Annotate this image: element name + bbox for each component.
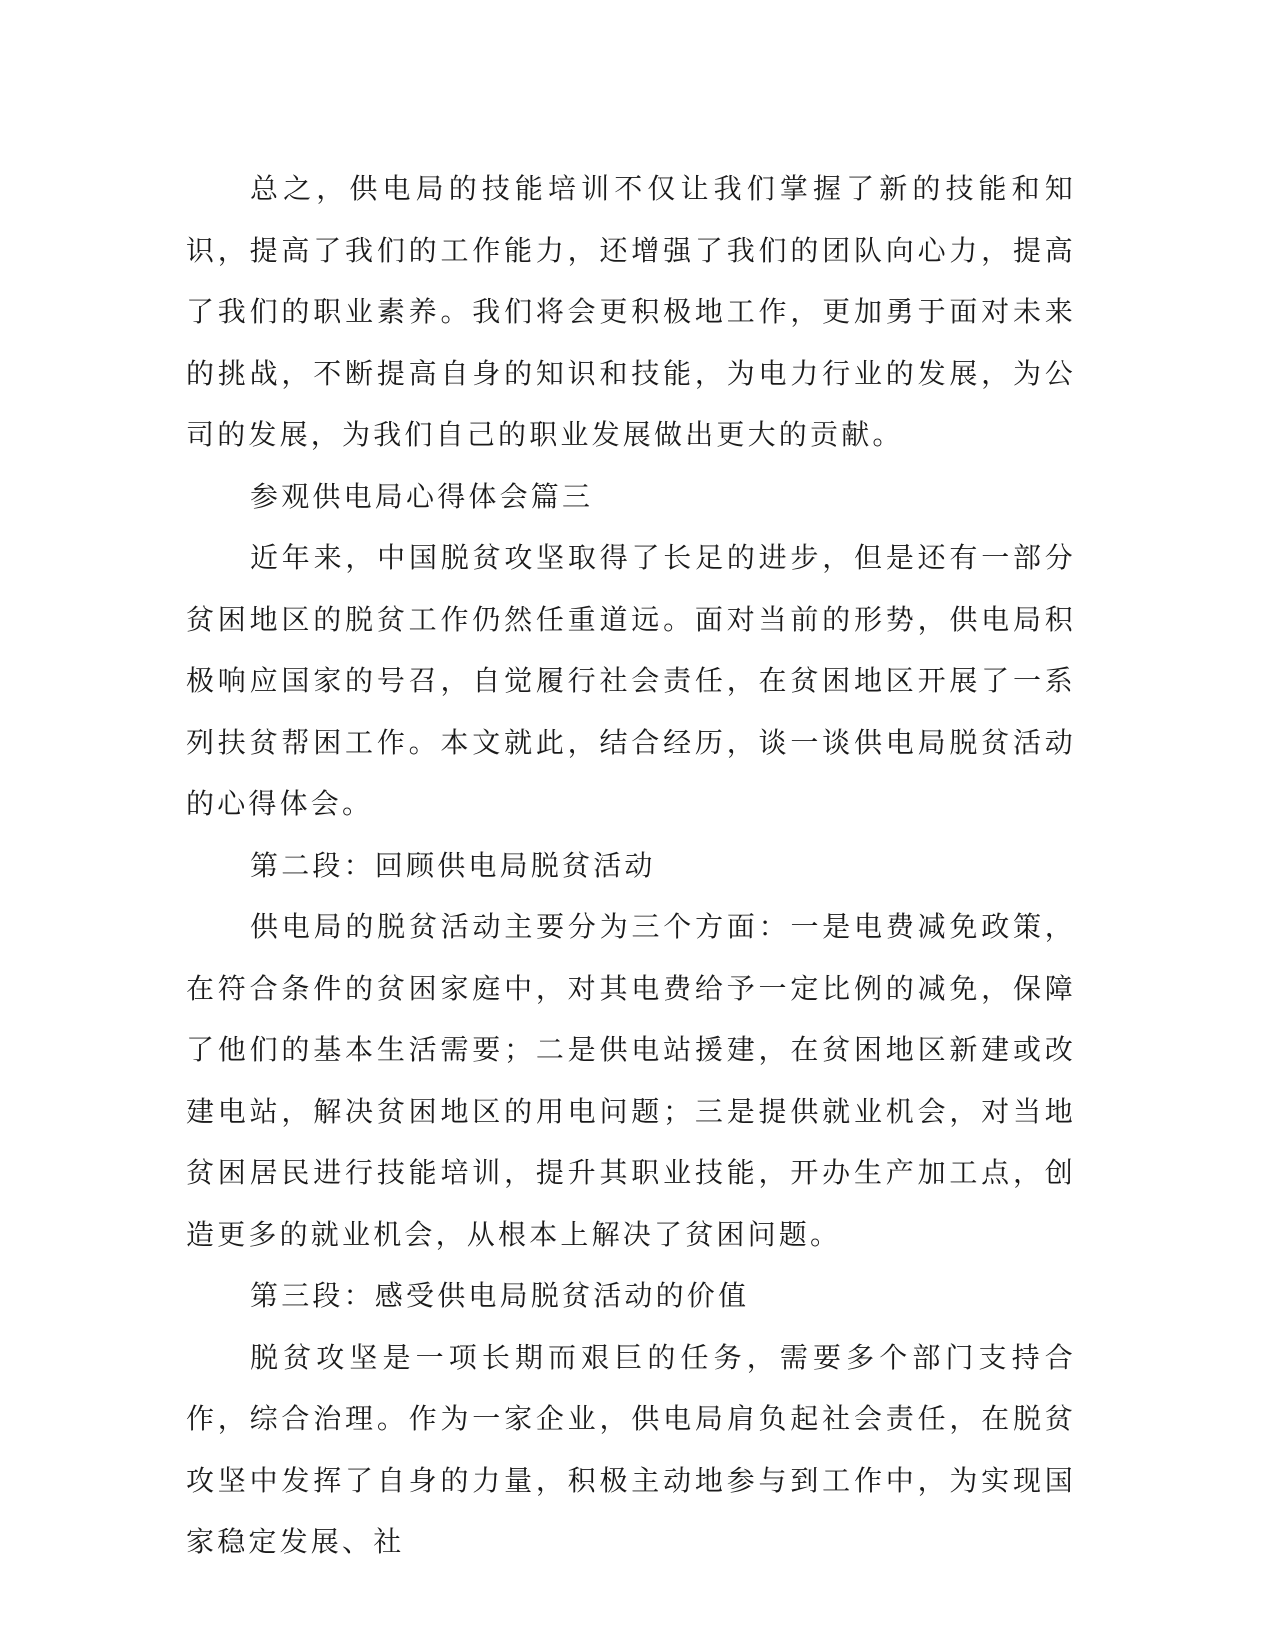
document-body: [186, 158, 1076, 1573]
paragraph-introduction: 近年来，中国脱贫攻坚取得了长足的进步，但是还有一部分贫困地区的脱贫工作仍然任重道远。面对当前的形势，供电局积极响应国家的号召，自觉履行社会责任，在贫困地区开展了一系列扶贫帮困工作。本文就此，结合经历，谈一谈供电局脱贫活动的心得体会。: [186, 541, 1076, 820]
section-heading-review: 第二段：回顾供电局脱贫活动: [250, 848, 656, 882]
paragraph-summary: 总之，供电局的技能培训不仅让我们掌握了新的技能和知识，提高了我们的工作能力，还增强了我们的团队向心力，提高了我们的职业素养。我们将会更积极地工作，更加勇于面对未来的挑战，不断提高自身的知识和技能，为电力行业的发展，为公司的发展，为我们自己的职业发展做出更大的贡献。: [186, 172, 1076, 451]
paragraph-review: 供电局的脱贫活动主要分为三个方面：一是电费减免政策，在符合条件的贫困家庭中，对其电费给予一定比例的减免，保障了他们的基本生活需要；二是供电站援建，在贫困地区新建或改建电站，解决贫困地区的用电问题；三是提供就业机会，对当地贫困居民进行技能培训，提升其职业技能，开办生产加工点，创造更多的就业机会，从根本上解决了贫困问题。: [186, 910, 1076, 1251]
section-title-part-three: 参观供电局心得体会篇三: [250, 479, 594, 513]
section-heading-value: 第三段：感受供电局脱贫活动的价值: [250, 1279, 750, 1312]
paragraph-value: 脱贫攻坚是一项长期而艰巨的任务，需要多个部门支持合作，综合治理。作为一家企业，供电局肩负起社会责任，在脱贫攻坚中发挥了自身的力量，积极主动地参与到工作中，为实现国家稳定发展、社: [186, 1340, 1076, 1558]
